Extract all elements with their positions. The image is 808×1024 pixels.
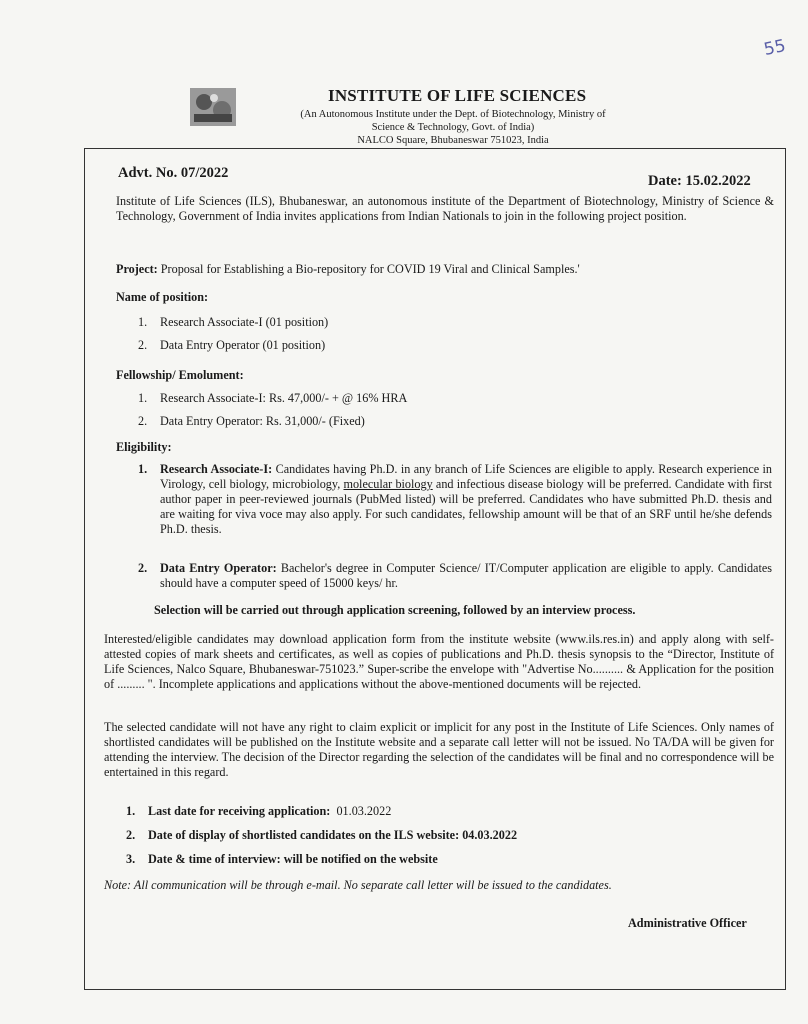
date-number: 3. <box>126 852 136 866</box>
eligibility-item-data-entry <box>160 561 772 591</box>
signature-designation: Administrative Officer <box>628 916 747 930</box>
fellowship-number: 1. <box>138 391 148 405</box>
selection-note: Selection will be carried out through application screening, followed by an interview process. <box>154 603 636 617</box>
fellowship-item <box>138 414 365 429</box>
eligibility-text: Bachelor's degree in Computer Science/ IT/Computer application are eligible to apply. Candidates should have a computer speed of 15000 keys/ hr. <box>160 561 772 590</box>
institute-subtitle <box>288 108 618 147</box>
fellowship-label: Fellowship/ Emolument: <box>116 368 244 382</box>
project-text: Proposal for Establishing a Bio-repository for COVID 19 Viral and Clinical Samples.' <box>160 262 580 276</box>
intro-paragraph: Institute of Life Sciences (ILS), Bhubaneswar, an autonomous institute of the Department of Biotechnology, Ministry of Science & Technology, Government of India invites applications from Indian Nationals to join in the following project position. <box>116 194 774 223</box>
date-number: 2. <box>126 828 136 842</box>
page-number-handwritten: 55 <box>762 35 788 61</box>
date-number: 1. <box>126 804 136 818</box>
name-of-position-label: Name of position: <box>116 290 209 304</box>
subtitle-line: NALCO Square, Bhubaneswar 751023, India <box>357 135 549 146</box>
eligibility-title: Data Entry Operator: <box>160 561 277 575</box>
subtitle-line: (An Autonomous Institute under the Dept. of Biotechnology, Ministry of <box>300 109 606 120</box>
eligibility-label: Eligibility: <box>116 440 172 454</box>
fellowship-number: 2. <box>138 414 148 428</box>
eligibility-text-underlined: molecular biology <box>343 477 433 491</box>
institute-name: INSTITUTE OF LIFE SCIENCES <box>328 86 587 105</box>
date-value: 04.03.2022 <box>462 828 518 842</box>
selection-terms-paragraph: The selected candidate will not have any right to claim explicit or implicit for any post in the Institute of Life Sciences. Only names of shortlisted candidates will be published on the Institute website and a separate call letter will not be issued. No TA/DA will be given for attending the interview. The decision of the Director regarding the selection of the candidates will be final and no correspondence will be entertained in this regard. <box>104 720 774 779</box>
fellowship-text: Research Associate-I: Rs. 47,000/- + @ 16% HRA <box>160 391 408 405</box>
eligibility-item-research-associate <box>160 462 772 537</box>
eligibility-number: 2. <box>138 561 148 575</box>
date-text: Date & time of interview: will be notified on the website <box>148 852 438 866</box>
position-number: 2. <box>138 338 148 352</box>
letterhead <box>190 86 630 150</box>
date-value: 01.03.2022 <box>336 804 392 818</box>
fellowship-text: Data Entry Operator: Rs. 31,000/- (Fixed) <box>160 414 365 428</box>
position-number: 1. <box>138 315 148 329</box>
date-item <box>126 804 391 819</box>
date-text: Last date for receiving application: <box>148 804 331 818</box>
date-text: Date of display of shortlisted candidates on the ILS website: <box>148 828 460 842</box>
eligibility-title: Research Associate-I: <box>160 462 273 476</box>
project-line <box>116 262 580 277</box>
position-item <box>138 338 325 353</box>
advt-date: Date: 15.02.2022 <box>648 173 751 189</box>
fellowship-item <box>138 391 407 406</box>
institute-logo <box>190 88 236 126</box>
project-label: Project: <box>116 262 158 276</box>
position-text: Data Entry Operator (01 position) <box>160 338 326 352</box>
advt-number: Advt. No. 07/2022 <box>118 165 229 181</box>
position-text: Research Associate-I (01 position) <box>160 315 329 329</box>
position-item <box>138 315 328 330</box>
eligibility-number: 1. <box>138 462 148 476</box>
application-paragraph: Interested/eligible candidates may download application form from the institute website (www.ils.res.in) and apply along with self-attested copies of mark sheets and certificates, as well as copies of publications and Ph.D. thesis synopsis to the “Director, Institute of Life Sciences, Nalco Square, Bhubaneswar-751023.” Super-scribe the envelope with "Advertise No.......... & Application for the position of ......... ". Incomplete applications and applications without the above-mentioned documents will be rejected. <box>104 632 774 691</box>
subtitle-line: Science & Technology, Govt. of India) <box>371 122 535 133</box>
date-item <box>126 852 438 867</box>
date-item <box>126 828 517 843</box>
eligibility-text: and infectious disease biology will be preferred. Candidate with first author paper in peer-reviewed journals (PubMed listed) will be preferred. Candidates who have submitted Ph.D. thesis and are waiting for viva voce may also apply. For such candidates, fellowship amount will be that of an SRF until he/she defends Ph.D. thesis. <box>160 477 772 536</box>
note-line: Note: All communication will be through e-mail. No separate call letter will be issued to the candidates. <box>104 878 612 892</box>
eligibility-text: Candidates having Ph.D. in any branch of Life Sciences are eligible to apply. Research experience in Virology, cell biology, microbiology, <box>160 462 773 491</box>
